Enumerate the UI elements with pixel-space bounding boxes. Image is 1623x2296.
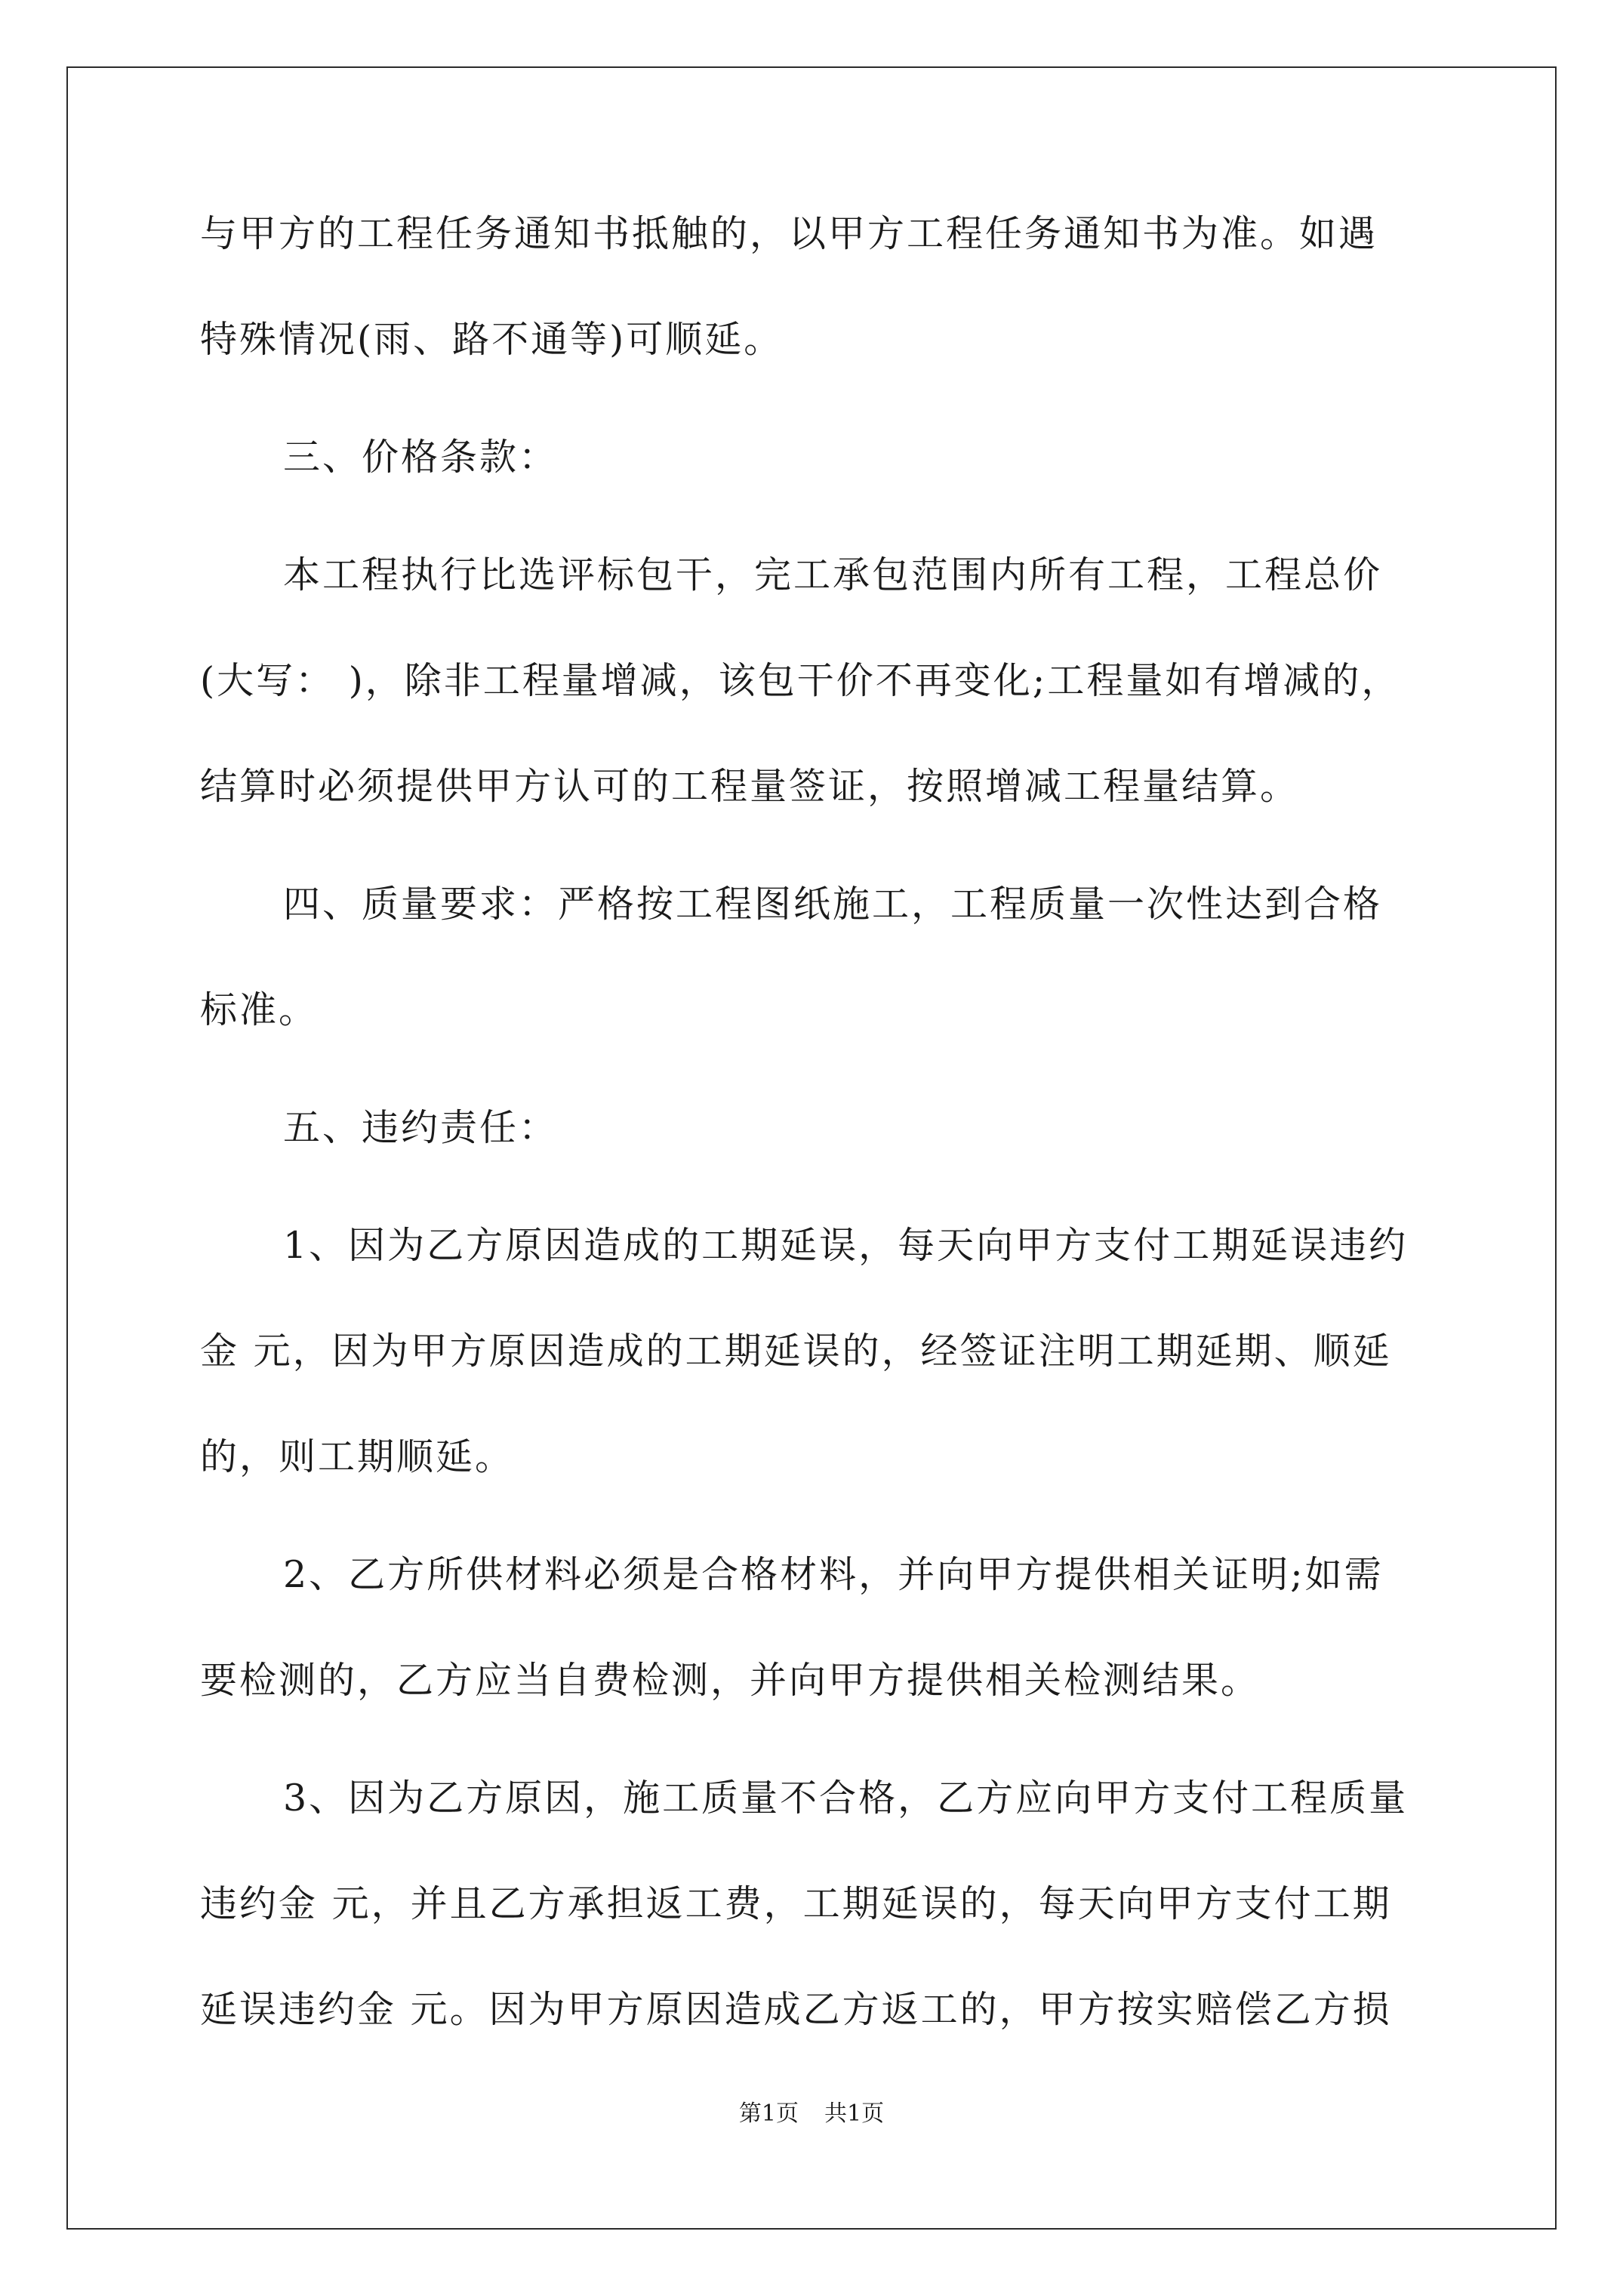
text-line: 金 元，因为甲方原因造成的工期延误的，经签证注明工期延期、顺延 <box>200 1330 1392 1373</box>
page-number: 第1页 <box>738 2100 799 2127</box>
text-line: 的，则工期顺延。 <box>200 1435 515 1478</box>
page-footer <box>0 2099 1623 2129</box>
text-line: 2、乙方所供材料必须是合格材料，并向甲方提供相关证明;如需 <box>283 1553 1384 1596</box>
text-line: 与甲方的工程任务通知书抵触的，以甲方工程任务通知书为准。如遇 <box>200 212 1378 255</box>
page-count: 共1页 <box>824 2100 885 2127</box>
text-line: 延误违约金 元。因为甲方原因造成乙方返工的，甲方按实赔偿乙方损 <box>200 1988 1392 2031</box>
section-heading-liability: 五、违约责任： <box>283 1106 559 1149</box>
text-line: 要检测的，乙方应当自费检测，并向甲方提供相关检测结果。 <box>200 1659 1261 1702</box>
section-heading-price: 三、价格条款： <box>283 436 559 479</box>
text-line: 违约金 元，并且乙方承担返工费，工期延误的，每天向甲方支付工期 <box>200 1882 1392 1925</box>
text-line: 本工程执行比选评标包干，完工承包范围内所有工程，工程总价 <box>283 553 1383 596</box>
text-line: (大写： )，除非工程量增减，该包干价不再变化;工程量如有增减的， <box>200 659 1401 702</box>
text-line: 特殊情况(雨、路不通等)可顺延。 <box>200 318 784 361</box>
text-line: 1、因为乙方原因造成的工期延误，每天向甲方支付工期延误违约 <box>283 1224 1409 1267</box>
text-line: 结算时必须提供甲方认可的工程量签证，按照增减工程量结算。 <box>200 765 1300 808</box>
text-line: 3、因为乙方原因，施工质量不合格，乙方应向甲方支付工程质量 <box>283 1777 1409 1820</box>
section-heading-quality: 四、质量要求：严格按工程图纸施工，工程质量一次性达到合格 <box>283 883 1383 926</box>
text-line: 标准。 <box>200 988 319 1031</box>
